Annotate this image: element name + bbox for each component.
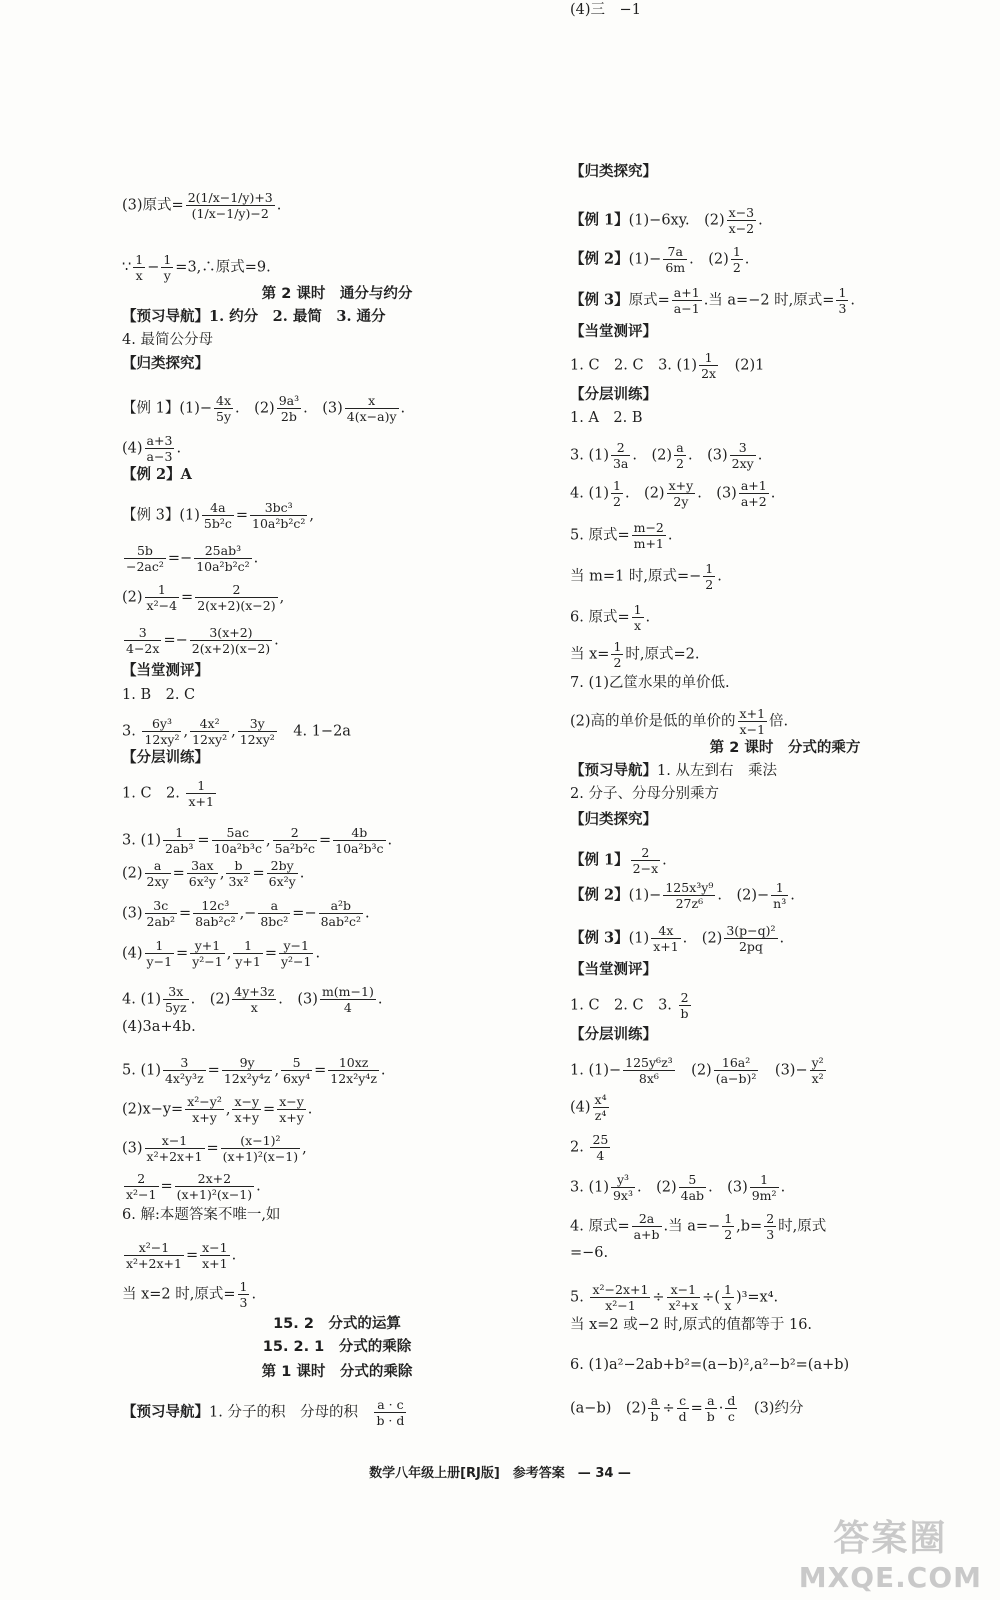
fraction: $\frac{x-1}{x+1}$ bbox=[202, 1240, 228, 1271]
right-answer-line: 2. 分子、分母分别乘方 bbox=[570, 786, 719, 802]
fraction: $\frac{1}{x}$ bbox=[633, 602, 642, 633]
left-answer-line: (3) $\frac{3c}{\text{2ab²}}$ = $\frac{\text{12c³}}{\text{8ab²c²}}$ ,− $\frac{a}{\text{8bc²}}$ =− $\frac{\text{a²b}}{\text{8ab²c²}}$ . bbox=[122, 898, 370, 929]
left-answer-line: (2) $\frac{a}{2xy}$ = $\frac{3ax}{\text{6x²y}}$ , $\frac{b}{\text{3x²}}$ = $\frac{2by}{\text{6x²y}}$ . bbox=[122, 858, 305, 889]
fraction: $\frac{1}{2x}$ bbox=[701, 350, 717, 381]
left-answer-line: 4. (1) $\frac{3x}{5yz}$ . (2) $\frac{4y+3z}{x}$ . (3) $\frac{m(m-1)}{4}$ . bbox=[122, 984, 383, 1015]
left-answer-line: (3) $\frac{x-1}{\text{x²+2x+1}}$ = $\frac{\text{(x−1)²}}{\text{(x+1)²(x−1)}}$ , bbox=[122, 1133, 307, 1164]
left-answer-line: 6. 解:本题答案不唯一,如 bbox=[122, 1207, 281, 1223]
fraction: $\frac{1}{x}$ bbox=[135, 252, 144, 283]
left-answer-line: 3. (1) $\frac{1}{\text{2ab³}}$ = $\frac{5ac}{\text{10a²b³c}}$ , $\frac{2}{\text{5a²b²c}}$ = $\frac{4b}{\text{10a²b³c}}$ . bbox=[122, 825, 393, 856]
right-answer-line: 【例 1】(1)−6xy. (2) $\frac{x-3}{x-2}$ . bbox=[570, 205, 763, 236]
fraction: $\frac{4b}{\text{10a²b³c}}$ bbox=[335, 825, 384, 856]
fraction: $\frac{1}{\text{9m²}}$ bbox=[751, 1172, 777, 1203]
fraction: $\frac{1}{3}$ bbox=[239, 1279, 248, 1310]
fraction: $\frac{2(1/x-1/y)+3}{(1/x-1/y)-2}$ bbox=[187, 190, 273, 221]
left-answer-line: 3. $\frac{\text{6y³}}{\text{12xy²}}$ , $\frac{\text{4x²}}{\text{12xy²}}$ , $\frac{3y}{\text{12xy²}}$ 4. 1−2a bbox=[122, 716, 351, 747]
left-answer-line: 15. 2 分式的运算 bbox=[273, 1316, 401, 1332]
fraction: $\frac{1}{2}$ bbox=[612, 478, 621, 509]
right-answer-line: =−6. bbox=[570, 1245, 609, 1261]
right-answer-line: 【例 1】 $\frac{2}{2-x}$ . bbox=[570, 845, 667, 876]
fraction: $\frac{y-1}{\text{y²−1}}$ bbox=[280, 938, 312, 969]
left-answer-line: $\frac{2}{\text{x²−1}}$ = $\frac{2x+2}{\text{(x+1)²(x−1)}}$ . bbox=[126, 1171, 261, 1202]
right-answer-line: 【例 3】(1) $\frac{4x}{x+1}$ . (2) $\frac{\text{3(p−q)²}}{2pq}$ . bbox=[570, 923, 785, 954]
fraction: $\frac{\text{6y³}}{\text{12xy²}}$ bbox=[144, 716, 180, 747]
fraction: $\frac{\text{9a³}}{2b}$ bbox=[278, 393, 300, 424]
fraction: $\frac{\text{16a²}}{\text{(a−b)²}}$ bbox=[715, 1055, 757, 1086]
fraction: $\frac{1}{3}$ bbox=[838, 285, 847, 316]
fraction: $\frac{\text{125y⁶z³}}{\text{8x⁶}}$ bbox=[625, 1055, 673, 1086]
right-answer-line: 【预习导航】1. 从左到右 乘法 bbox=[570, 762, 777, 779]
fraction: $\frac{3}{4-2x}$ bbox=[126, 625, 160, 656]
fraction: $\frac{a+1}{a+2}$ bbox=[740, 478, 767, 509]
fraction: $\frac{\text{x²−2x+1}}{\text{x²−1}}$ bbox=[592, 1282, 649, 1313]
fraction: $\frac{2}{b}$ bbox=[680, 990, 689, 1021]
right-answer-line: 2. $\frac{25}{4}$ bbox=[570, 1132, 609, 1163]
fraction: $\frac{1}{\text{x²−4}}$ bbox=[146, 582, 178, 613]
left-answer-line: 【归类探究】 bbox=[122, 355, 209, 372]
right-answer-line: 3. (1) $\frac{\text{y³}}{\text{9x³}}$ . (2) $\frac{5}{4ab}$ . (3) $\frac{1}{\text{9m²}}$ . bbox=[570, 1172, 786, 1203]
left-answer-line: 5. (1) $\frac{3}{\text{4x²y³z}}$ = $\frac{9y}{\text{12x²y⁴z}}$ , $\frac{5}{\text{6xy⁴}}$ = $\frac{10xz}{\text{12x²y⁴z}}$ . bbox=[122, 1055, 386, 1086]
right-answer-line: 3. (1) $\frac{2}{3a}$ . (2) $\frac{a}{2}$ . (3) $\frac{3}{2xy}$ . bbox=[570, 440, 763, 471]
left-answer-line: $\frac{\text{x²−1}}{\text{x²+2x+1}}$ = $\frac{x-1}{x+1}$ . bbox=[126, 1240, 237, 1271]
fraction: $\frac{\text{y²}}{\text{x²}}$ bbox=[811, 1055, 824, 1086]
right-answer-line: 6. (1)a²−2ab+b²=(a−b)²,a²−b²=(a+b) bbox=[570, 1357, 850, 1373]
fraction: $\frac{\text{4x²}}{\text{12xy²}}$ bbox=[192, 716, 228, 747]
fraction: $\frac{3}{2xy}$ bbox=[731, 440, 754, 471]
left-answer-line: 【例 1】(1)− $\frac{4x}{5y}$ . (2) $\frac{\text{9a³}}{2b}$ . (3) $\frac{x}{4(x-a)y}$ . bbox=[122, 393, 406, 424]
left-answer-line: 1. C 2. $\frac{1}{x+1}$ bbox=[122, 778, 214, 809]
left-answer-line: (2)x−y= $\frac{\text{x²−y²}}{x+y}$ , $\frac{x-y}{x+y}$ = $\frac{x-y}{x+y}$ . bbox=[122, 1094, 313, 1125]
left-answer-line: 【例 3】(1) $\frac{4a}{\text{5b²c}}$ = $\frac{\text{3bc³}}{\text{10a²b²c²}}$ , bbox=[122, 500, 315, 531]
fraction: $\frac{5ac}{\text{10a²b³c}}$ bbox=[213, 825, 262, 856]
fraction: $\frac{\text{3(p−q)²}}{2pq}$ bbox=[726, 923, 776, 954]
fraction: $\frac{a}{b}$ bbox=[706, 1393, 715, 1424]
right-answer-line: 【归类探究】 bbox=[570, 811, 657, 828]
fraction: $\frac{a+3}{a-3}$ bbox=[146, 433, 173, 464]
fraction: $\frac{\text{3bc³}}{\text{10a²b²c²}}$ bbox=[252, 500, 306, 531]
fraction: $\frac{3c}{\text{2ab²}}$ bbox=[146, 898, 175, 929]
fraction: $\frac{5}{4ab}$ bbox=[680, 1172, 705, 1203]
right-answer-line: 7. (1)乙筐水果的单价低. bbox=[570, 675, 730, 691]
fraction: $\frac{1}{\text{2ab³}}$ bbox=[164, 825, 194, 856]
fraction: $\frac{b}{\text{3x²}}$ bbox=[228, 858, 249, 889]
fraction: $\frac{x+1}{x-1}$ bbox=[739, 706, 766, 737]
right-answer-line: (4) $\frac{\text{x⁴}}{\text{z⁴}}$ bbox=[570, 1092, 607, 1123]
left-answer-line: 【预习导航】1. 约分 2. 最简 3. 通分 bbox=[122, 308, 386, 325]
left-answer-line: (3)原式= $\frac{2(1/x-1/y)+3}{(1/x-1/y)-2}$ . bbox=[122, 190, 282, 221]
right-answer-line: 【例 2】(1)− $\frac{7a}{6m}$ . (2) $\frac{1}{2}$ . bbox=[570, 244, 750, 275]
fraction: $\frac{\text{x⁴}}{\text{z⁴}}$ bbox=[594, 1092, 607, 1123]
left-answer-line: (4)3a+4b. bbox=[122, 1019, 196, 1035]
fraction: $\frac{x-y}{x+y}$ bbox=[234, 1094, 260, 1125]
watermark-logo-text: 答案圈 bbox=[833, 1518, 948, 1559]
page-footer: 数学八年级上册[RJ版] 参考答案 — 34 — bbox=[369, 1466, 631, 1481]
fraction: $\frac{1}{x+1}$ bbox=[188, 778, 214, 809]
left-answer-line: 【当堂测评】 bbox=[122, 662, 209, 679]
right-answer-line: 【当堂测评】 bbox=[570, 961, 657, 978]
fraction: $\frac{4a}{\text{5b²c}}$ bbox=[203, 500, 232, 531]
fraction: $\frac{\text{x²−y²}}{x+y}$ bbox=[187, 1094, 222, 1125]
left-answer-line: 1. B 2. C bbox=[122, 687, 196, 703]
fraction: $\frac{4x}{x+1}$ bbox=[653, 923, 679, 954]
fraction: $\frac{y+1}{\text{y²−1}}$ bbox=[192, 938, 223, 969]
fraction: $\frac{a}{2}$ bbox=[676, 440, 684, 471]
fraction: $\frac{2}{2(x+2)(x-2)}$ bbox=[197, 582, 276, 613]
fraction: $\frac{x-3}{x-2}$ bbox=[728, 205, 755, 236]
fraction: $\frac{3}{\text{4x²y³z}}$ bbox=[164, 1055, 204, 1086]
left-column bbox=[122, 0, 562, 1600]
fraction: $\frac{4y+3z}{x}$ bbox=[234, 984, 275, 1015]
left-answer-line: 【分层训练】 bbox=[122, 749, 209, 766]
right-answer-line: 4. (1) $\frac{1}{2}$ . (2) $\frac{x+y}{2y}$ . (3) $\frac{a+1}{a+2}$ . bbox=[570, 478, 776, 509]
left-answer-line: (4) $\frac{1}{y-1}$ = $\frac{y+1}{\text{y²−1}}$ , $\frac{1}{y+1}$ = $\frac{y-1}{\text{y²−1}}$ . bbox=[122, 938, 321, 969]
right-answer-line: 【分层训练】 bbox=[570, 1026, 657, 1043]
fraction: $\frac{3x}{5yz}$ bbox=[164, 984, 187, 1015]
right-answer-line: 1. C 2. C 3. (1) $\frac{1}{2x}$ (2)1 bbox=[570, 350, 765, 381]
fraction: $\frac{1}{y}$ bbox=[163, 252, 172, 283]
right-answer-line: 【分层训练】 bbox=[570, 386, 657, 403]
fraction: $\frac{2by}{\text{6x²y}}$ bbox=[268, 858, 296, 889]
fraction: $\frac{x-y}{x+y}$ bbox=[279, 1094, 304, 1125]
fraction: $\frac{2x+2}{\text{(x+1)²(x−1)}}$ bbox=[176, 1171, 253, 1202]
left-answer-line: $\frac{3}{4-2x}$ =− $\frac{3(x+2)}{2(x+2)(x-2)}$ . bbox=[126, 625, 279, 656]
left-answer-line: ∵ $\frac{1}{x}$ − $\frac{1}{y}$ =3,∴原式=9. bbox=[122, 252, 271, 283]
right-column bbox=[570, 0, 1000, 1600]
right-answer-line: 【当堂测评】 bbox=[570, 323, 657, 340]
right-answer-line: 5. $\frac{\text{x²−2x+1}}{\text{x²−1}}$ ÷ $\frac{x-1}{\text{x²+x}}$ ÷( $\frac{1}{x}$ )³=x⁴. bbox=[570, 1282, 779, 1313]
fraction: $\frac{\text{x²−1}}{\text{x²+2x+1}}$ bbox=[126, 1240, 182, 1271]
fraction: $\frac{1}{y+1}$ bbox=[235, 938, 261, 969]
left-answer-line: 【例 2】A bbox=[122, 466, 192, 483]
fraction: $\frac{1}{x}$ bbox=[723, 1282, 732, 1313]
fraction: $\frac{7a}{6m}$ bbox=[665, 244, 686, 275]
fraction: $\frac{1}{2}$ bbox=[732, 244, 741, 275]
left-answer-line: 15. 2. 1 分式的乘除 bbox=[262, 1339, 412, 1355]
right-answer-line: (2)高的单价是低的单价的 $\frac{x+1}{x-1}$ 倍. bbox=[570, 706, 789, 737]
right-answer-line: 1. A 2. B bbox=[570, 410, 643, 426]
fraction: $\frac{a}{2xy}$ bbox=[146, 858, 169, 889]
fraction: $\frac{3(x+2)}{2(x+2)(x-2)}$ bbox=[191, 625, 271, 656]
right-answer-line: (4)三 −1 bbox=[570, 2, 641, 18]
fraction: $\frac{m-2}{m+1}$ bbox=[633, 520, 664, 551]
fraction: $\frac{2}{2-x}$ bbox=[632, 845, 659, 876]
right-answer-line: 【例 2】(1)− $\frac{\text{125x³y⁹}}{\text{27z⁶}}$ . (2)− $\frac{1}{\text{n³}}$ . bbox=[570, 880, 795, 911]
left-answer-line: $\frac{5b}{\text{−2ac²}}$ =− $\frac{\text{25ab³}}{\text{10a²b²c²}}$ . bbox=[126, 543, 259, 574]
left-answer-line: (4) $\frac{a+3}{a-3}$ . bbox=[122, 433, 182, 464]
fraction: $\frac{2}{3}$ bbox=[766, 1211, 775, 1242]
fraction: $\frac{\text{125x³y⁹}}{\text{27z⁶}}$ bbox=[665, 880, 714, 911]
fraction: $\frac{\text{25ab³}}{\text{10a²b²c²}}$ bbox=[196, 543, 250, 574]
fraction: $\frac{x}{4(x-a)y}$ bbox=[346, 393, 397, 424]
right-answer-line: 【例 3】原式= $\frac{a+1}{a-1}$ .当 a=−2 时,原式= $\frac{1}{3}$ . bbox=[570, 285, 856, 316]
fraction: $\frac{3y}{\text{12xy²}}$ bbox=[239, 716, 275, 747]
fraction: $\frac{x-1}{\text{x²+x}}$ bbox=[668, 1282, 699, 1313]
left-answer-line: 当 x=2 时,原式= $\frac{1}{3}$ . bbox=[122, 1279, 257, 1310]
fraction: $\frac{2a}{a+b}$ bbox=[633, 1211, 660, 1242]
fraction: $\frac{4x}{5y}$ bbox=[216, 393, 232, 424]
fraction: $\frac{1}{2}$ bbox=[705, 561, 714, 592]
fraction: $\frac{5}{\text{6xy⁴}}$ bbox=[283, 1055, 311, 1086]
fraction: $\frac{9y}{\text{12x²y⁴z}}$ bbox=[223, 1055, 271, 1086]
fraction: $\frac{a}{b}$ bbox=[650, 1393, 659, 1424]
fraction: $\frac{a}{\text{8bc²}}$ bbox=[260, 898, 289, 929]
watermark bbox=[799, 1510, 982, 1594]
left-answer-line: 【预习导航】1. 分子的积 分母的积 $\frac{a \cdot c}{b \cdot d}$ bbox=[122, 1397, 405, 1428]
right-answer-line: 1. (1)− $\frac{\text{125y⁶z³}}{\text{8x⁶}}$ (2) $\frac{\text{16a²}}{\text{(a−b)²}}$ (3)− $\frac{\text{y²}}{\text{x²}}$ bbox=[570, 1055, 824, 1086]
fraction: $\frac{c}{d}$ bbox=[678, 1393, 687, 1424]
left-answer-line: 第 1 课时 分式的乘除 bbox=[261, 1364, 413, 1380]
fraction: $\frac{1}{y-1}$ bbox=[146, 938, 173, 969]
fraction: $\frac{1}{2}$ bbox=[724, 1211, 733, 1242]
right-answer-line: 【归类探究】 bbox=[570, 163, 657, 180]
fraction: $\frac{d}{c}$ bbox=[727, 1393, 736, 1424]
right-answer-line: 1. C 2. C 3. $\frac{2}{b}$ bbox=[570, 990, 689, 1021]
fraction: $\frac{1}{2}$ bbox=[613, 639, 622, 670]
left-answer-line: 第 2 课时 通分与约分 bbox=[261, 286, 413, 302]
fraction: $\frac{3ax}{\text{6x²y}}$ bbox=[188, 858, 216, 889]
fraction: $\frac{m(m-1)}{4}$ bbox=[321, 984, 374, 1015]
fraction: $\frac{1}{\text{n³}}$ bbox=[773, 880, 787, 911]
right-answer-line: (a−b) (2) $\frac{a}{b}$ ÷ $\frac{c}{d}$ = $\frac{a}{b}$ · $\frac{d}{c}$ (3)约分 bbox=[570, 1393, 804, 1424]
fraction: $\frac{2}{3a}$ bbox=[612, 440, 629, 471]
right-answer-line: 第 2 课时 分式的乘方 bbox=[709, 740, 861, 756]
right-answer-line: 当 m=1 时,原式=− $\frac{1}{2}$ . bbox=[570, 561, 722, 592]
left-answer-line: 4. 最简公分母 bbox=[122, 332, 213, 348]
fraction: $\frac{\text{12c³}}{\text{8ab²c²}}$ bbox=[195, 898, 236, 929]
fraction: $\frac{\text{(x−1)²}}{\text{(x+1)²(x−1)}}$ bbox=[222, 1133, 299, 1164]
fraction: $\frac{x-1}{\text{x²+2x+1}}$ bbox=[146, 1133, 203, 1164]
fraction: $\frac{2}{\text{5a²b²c}}$ bbox=[274, 825, 315, 856]
fraction: $\frac{10xz}{\text{12x²y⁴z}}$ bbox=[330, 1055, 377, 1086]
fraction: $\frac{\text{a²b}}{\text{8ab²c²}}$ bbox=[320, 898, 362, 929]
right-answer-line: 4. 原式= $\frac{2a}{a+b}$ .当 a=− $\frac{1}{2}$ ,b= $\frac{2}{3}$ 时,原式 bbox=[570, 1211, 827, 1242]
right-answer-line: 5. 原式= $\frac{m-2}{m+1}$ . bbox=[570, 520, 673, 551]
right-answer-line: 当 x=2 或−2 时,原式的值都等于 16. bbox=[570, 1317, 813, 1333]
right-answer-line: 6. 原式= $\frac{1}{x}$ . bbox=[570, 602, 651, 633]
fraction: $\frac{x+y}{2y}$ bbox=[668, 478, 694, 509]
left-answer-line: (2) $\frac{1}{\text{x²−4}}$ = $\frac{2}{2(x+2)(x-2)}$ , bbox=[122, 582, 285, 613]
fraction: $\frac{5b}{\text{−2ac²}}$ bbox=[126, 543, 164, 574]
fraction: $\frac{25}{4}$ bbox=[592, 1132, 609, 1163]
right-answer-line: 当 x= $\frac{1}{2}$ 时,原式=2. bbox=[570, 639, 700, 670]
fraction: $\frac{a+1}{a-1}$ bbox=[673, 285, 700, 316]
fraction: $\frac{a \cdot c}{b \cdot d}$ bbox=[376, 1397, 405, 1428]
fraction: $\frac{2}{\text{x²−1}}$ bbox=[126, 1171, 157, 1202]
fraction: $\frac{\text{y³}}{\text{9x³}}$ bbox=[612, 1172, 633, 1203]
watermark-url: MXQE.COM bbox=[798, 1561, 982, 1594]
